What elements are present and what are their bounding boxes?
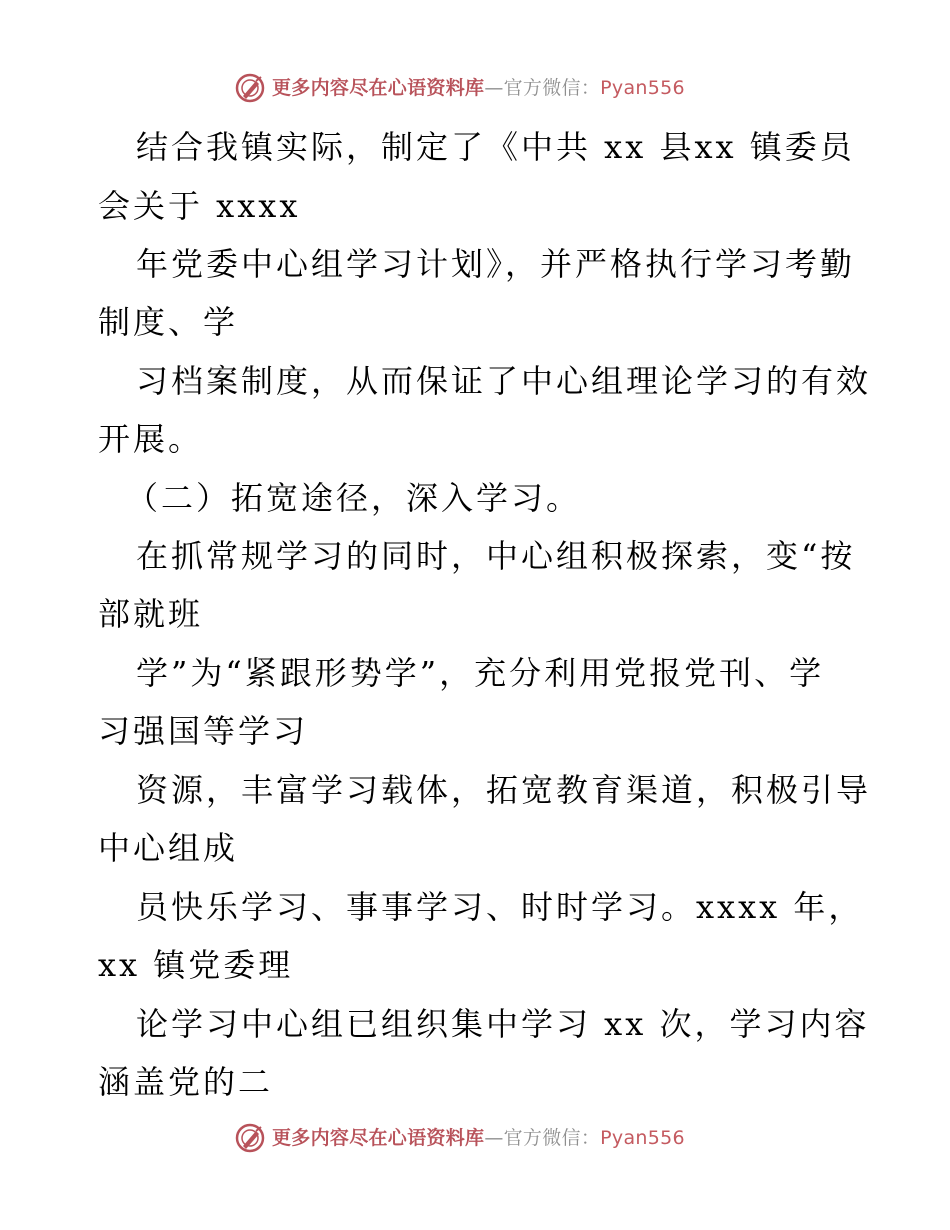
body-line: 论学习中心组已组织集中学习 xx 次，学习内容 [136,1005,870,1043]
body-line: 习强国等学习 [98,712,309,750]
watermark-separator: — [484,77,504,99]
watermark-title: 更多内容尽在心语资料库 [272,77,485,99]
watermark-title: 更多内容尽在心语资料库 [272,1127,485,1149]
pen-seal-icon [234,1122,266,1154]
body-line: 结合我镇实际，制定了《中共 xx 县xx 镇委员 [136,128,855,166]
body-line: 会关于 xxxx [98,187,301,225]
body-line: 制度、学 [98,303,239,341]
body-line: 部就班 [98,595,204,633]
section-heading: （二）拓宽途径，深入学习。 [126,479,582,517]
watermark-label: 官方微信： [503,77,601,99]
body-line: 中心组成 [98,829,239,867]
watermark-id: Pyan556 [600,77,685,99]
watermark-id: Pyan556 [600,1127,685,1149]
body-line: 习档案制度，从而保证了中心组理论学习的有效 [136,362,872,400]
watermark-separator: — [484,1127,504,1149]
watermark-footer [0,1120,950,1160]
body-line: 涵盖党的二 [98,1063,274,1101]
body-line: 员快乐学习、事事学习、时时学习。xxxx 年， [136,888,864,926]
body-line: 在抓常规学习的同时，中心组积极探索，变“按 [136,537,856,575]
body-line: 资源，丰富学习载体，拓宽教育渠道，积极引导 [136,771,872,809]
watermark-label: 官方微信： [503,1127,601,1149]
body-line: 年党委中心组学习计划》，并严格执行学习考勤 [136,245,856,283]
body-line: 学”为“紧跟形势学”，充分利用党报党刊、学 [136,654,825,692]
watermark-text [272,1126,685,1150]
body-line: xx 镇党委理 [98,946,294,984]
body-line: 开展。 [98,420,204,458]
